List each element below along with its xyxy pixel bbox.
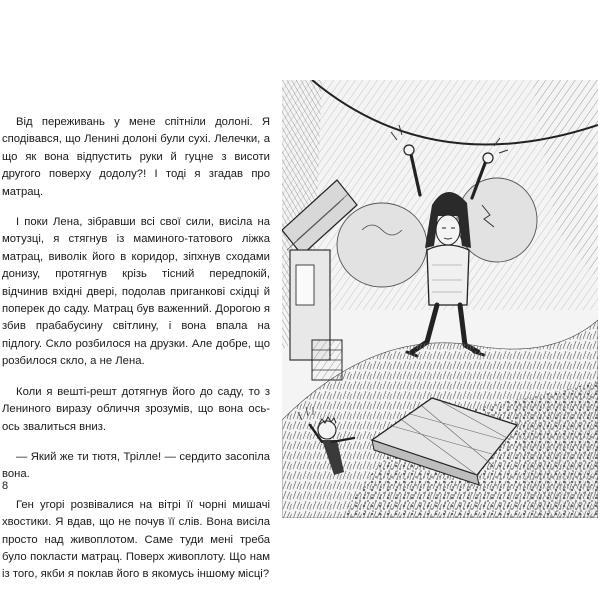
page-number: 8 <box>2 480 9 492</box>
paragraph: І поки Лена, зібравши всі свої сили, висіла на мотузці, я стягнув із маминого-татового ліжка матрац, виволік його в коридор, зіпхнув сходами донизу, протягнув крізь тісний передпокій, відчинив вхідні двері, подолав приганкові східці й поперек до саду. Матрац був важенний. Дорогою я збив прабабусину світлину, і вона впала на підлогу. Скло розбилося на друзки. Але добре, що розбилося скло, а не Лена. <box>2 216 270 368</box>
text-page <box>2 114 270 597</box>
illustration-drawing <box>282 80 598 518</box>
bush-round-left <box>337 203 427 287</box>
paragraph: Ген угорі розвівалися на вітрі її чорні мишачі хвостики. Я вдав, що не почув її слів. Вона висіла просто над живоплотом. Саме туди мені треба було покласти матрац. Поверх живоплоту. Що нам із того, якби я поклав його в якомусь іншому місці? <box>2 498 270 581</box>
illustration <box>282 80 598 518</box>
paragraph: Коли я вешті-решт дотягнув його до саду, то з Лениного виразу обличчя зрозумів, що вона ось-ось звалиться вниз. <box>2 385 270 433</box>
paragraph: — Який же ти тютя, Трілле! — сердито засопіла вона. <box>2 450 270 481</box>
paragraph: Від переживань у мене спітніли долоні. Я сподівався, що Ленині долоні були сухі. Лелечки, а що як вона відпустить руки й гуцне з висоти другого поверху додолу?! І тоді я згадав про матрац. <box>2 116 270 198</box>
